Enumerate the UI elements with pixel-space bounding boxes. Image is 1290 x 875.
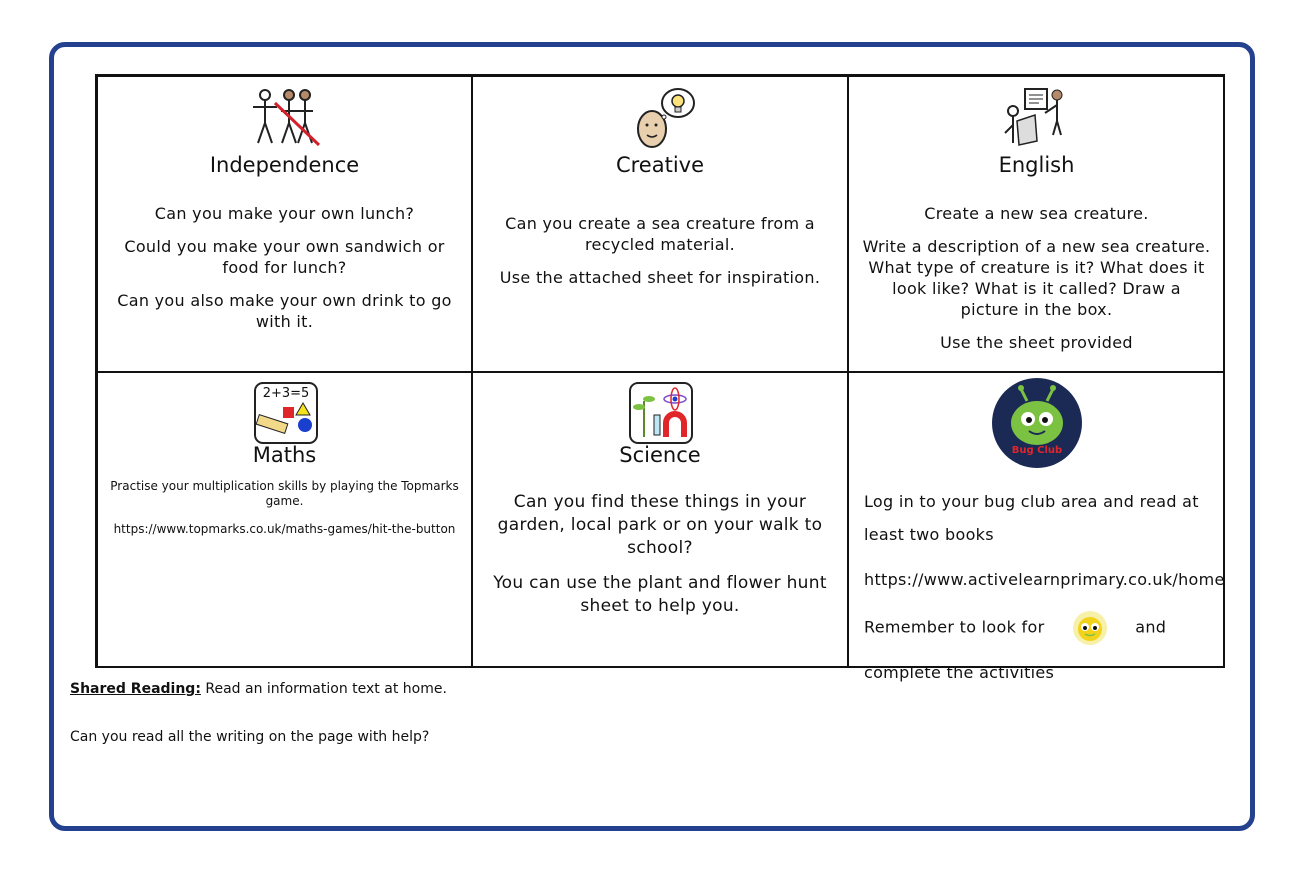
cell-body [485,213,835,300]
text-line: Log in to your bug club area and read at least two books [864,492,1199,544]
cell-bug-club [848,372,1225,682]
cell-body [110,203,459,344]
text-line: and [1135,617,1167,637]
cell-title: Science [619,443,701,467]
shared-reading-text: Read an information text at home. [200,681,447,697]
text-line: complete the activities [864,663,1055,682]
cell-creative [472,76,848,372]
text-line: Write a description of a new sea creature. What type of creature is it? What does it look like? What is it called? Draw a picture in the box. [862,237,1211,319]
science-icon [620,381,700,447]
head-lightbulb-icon [620,85,700,151]
maths-icon-text: 2+3=5 [262,386,309,401]
text-line: Practise your multiplication skills by playing the Topmarks game. [110,479,459,508]
activity-grid [95,74,1225,682]
shared-reading-label: Shared Reading: [70,681,201,697]
cell-body [110,479,459,550]
cell-body [485,491,835,630]
text-line: Remember to look for [864,617,1045,637]
text-line: Can you make your own lunch? [154,204,415,223]
shared-reading-question: Can you read all the writing on the page with help? [70,729,430,745]
cell-body [864,485,1225,700]
link-topmarks[interactable]: https://www.topmarks.co.uk/maths-games/hit-the-button [113,522,456,536]
cell-title: English [998,153,1075,177]
bug-club-logo [991,377,1083,469]
cell-maths [97,372,472,668]
text-line: Use the sheet provided [940,333,1133,352]
bug-club-logo-text: Bug Club [1011,445,1062,456]
text-line: Could you make your own sandwich or food for lunch? [124,237,445,277]
cell-body [861,203,1212,365]
people-independence-icon [245,85,325,151]
shared-reading [70,681,447,697]
cell-title: Creative [615,153,705,177]
text-line: Can you create a sea creature from a recycled material. [505,214,815,254]
cell-title: Maths [252,443,317,467]
text-line: Can you also make your own drink to go with it. [117,291,452,331]
cell-science [472,372,848,668]
bug-face-icon [1072,610,1108,646]
text-line: Use the attached sheet for inspiration. [499,268,821,287]
text-line: Create a new sea creature. [924,204,1149,223]
maths-shapes-icon [245,381,325,447]
cell-english [848,76,1225,372]
writing-board-icon [997,85,1077,151]
cell-title: Independence [209,153,360,177]
text-line: Can you find these things in your garden, local park or on your walk to school? [497,492,823,558]
text-line: You can use the plant and flower hunt sheet to help you. [493,573,827,616]
cell-independence [97,76,472,372]
reminder-line [864,610,1216,646]
link-activelearn[interactable]: https://www.activelearnprimary.co.uk/home [864,570,1225,589]
